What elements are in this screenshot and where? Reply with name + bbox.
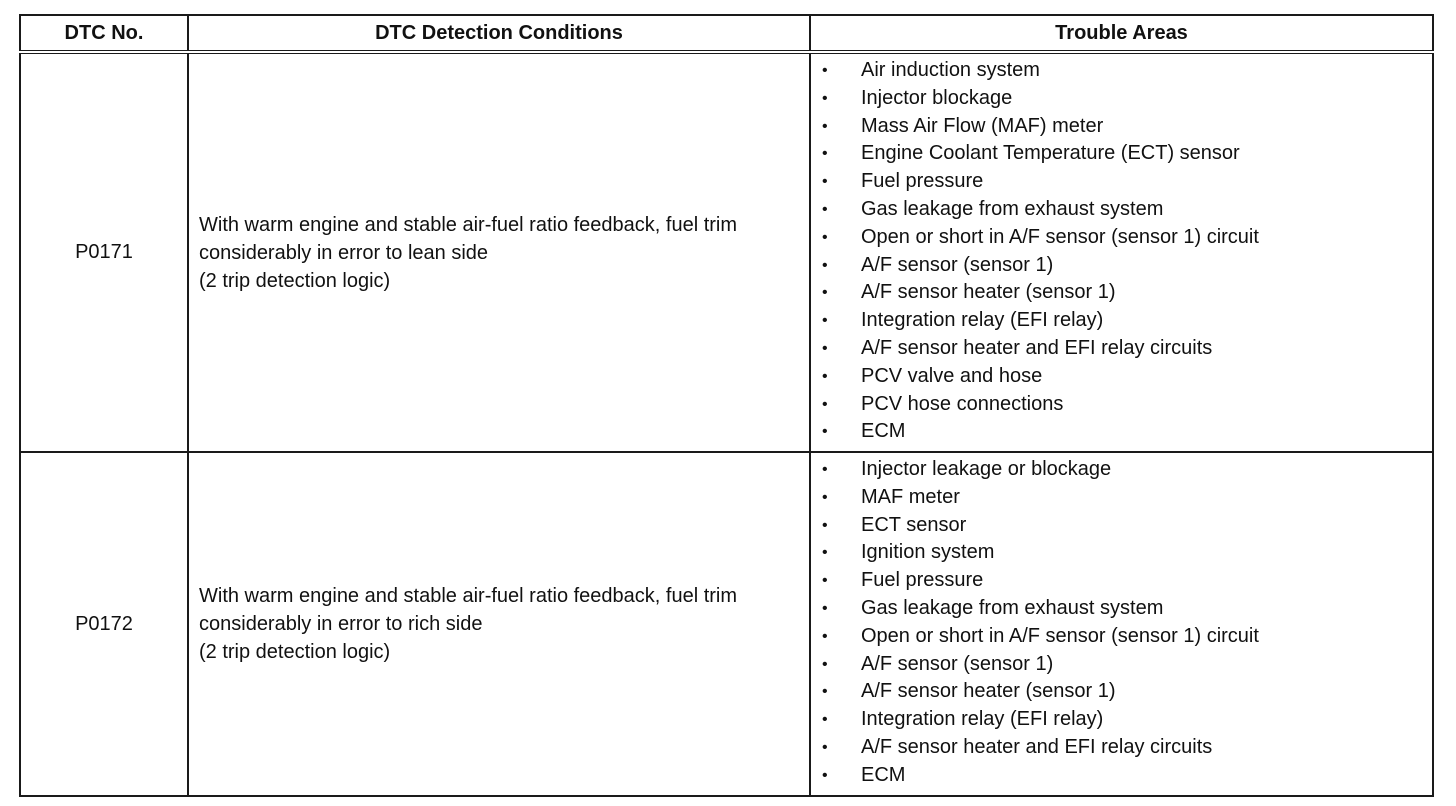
trouble-area-text: Open or short in A/F sensor (sensor 1) circuit: [861, 624, 1259, 647]
trouble-area-text: ECM: [861, 420, 906, 443]
list-item: [811, 484, 1432, 512]
header-trouble-areas: Trouble Areas: [810, 15, 1433, 52]
list-item: [811, 678, 1432, 706]
bullet-icon: •: [822, 89, 828, 107]
trouble-area-text: A/F sensor heater and EFI relay circuits: [861, 735, 1213, 758]
trouble-area-text: Integration relay (EFI relay): [861, 309, 1104, 332]
bullet-icon: •: [822, 655, 828, 673]
list-item: [811, 307, 1432, 335]
list-item: [811, 168, 1432, 196]
bullet-icon: •: [822, 367, 828, 385]
trouble-area-text: MAF meter: [861, 485, 960, 508]
bullet-icon: •: [822, 738, 828, 756]
bullet-icon: •: [822, 312, 828, 330]
table-body: [20, 52, 1433, 796]
condition-line: considerably in error to lean side: [199, 241, 489, 264]
bullet-icon: •: [822, 62, 828, 79]
list-item: [811, 512, 1432, 540]
list-item: [811, 456, 1432, 484]
bullet-icon: •: [822, 711, 828, 729]
trouble-area-text: Gas leakage from exhaust system: [861, 197, 1164, 220]
list-item: [811, 252, 1432, 280]
trouble-area-text: Fuel pressure: [861, 170, 984, 193]
bullet-icon: •: [822, 516, 828, 534]
trouble-area-text: A/F sensor heater and EFI relay circuits: [861, 336, 1213, 359]
list-item: [811, 363, 1432, 391]
list-item: [811, 224, 1432, 252]
list-item: [811, 85, 1432, 113]
detection-conditions: [188, 452, 810, 796]
bullet-icon: •: [822, 544, 828, 562]
header-conditions: DTC Detection Conditions: [188, 15, 810, 52]
condition-line: With warm engine and stable air-fuel ratio feedback, fuel trim: [199, 213, 738, 236]
trouble-area-text: Gas leakage from exhaust system: [861, 596, 1164, 619]
bullet-icon: •: [822, 145, 828, 163]
bullet-icon: •: [822, 395, 828, 413]
bullet-icon: •: [822, 228, 828, 246]
list-item: [811, 391, 1432, 419]
trouble-areas: [810, 52, 1433, 452]
trouble-area-text: Mass Air Flow (MAF) meter: [861, 114, 1104, 137]
table-row: [20, 52, 1433, 452]
condition-line: considerably in error to rich side: [199, 613, 483, 635]
bullet-icon: •: [822, 200, 828, 218]
trouble-area-list: [811, 57, 1432, 446]
trouble-area-text: Fuel pressure: [861, 569, 984, 592]
bullet-icon: •: [822, 117, 828, 135]
trouble-area-text: A/F sensor heater (sensor 1): [861, 281, 1116, 304]
trouble-area-text: Air induction system: [861, 59, 1040, 81]
bullet-icon: •: [822, 627, 828, 645]
bullet-icon: •: [822, 488, 828, 506]
trouble-area-text: ECM: [861, 763, 906, 786]
list-item: [811, 113, 1432, 141]
trouble-area-text: PCV hose connections: [861, 392, 1064, 415]
bullet-icon: •: [822, 284, 828, 302]
condition-line: (2 trip detection logic): [199, 269, 391, 292]
detection-conditions: [188, 52, 810, 452]
list-item: [811, 623, 1432, 651]
condition-line: With warm engine and stable air-fuel ratio feedback, fuel trim: [199, 585, 738, 607]
dtc-code: P0171: [20, 52, 188, 452]
dtc-table: [19, 14, 1434, 797]
list-item: [811, 539, 1432, 567]
table-row: [20, 452, 1433, 796]
bullet-icon: •: [822, 572, 828, 590]
list-item: [811, 734, 1432, 762]
list-item: [811, 762, 1432, 790]
bullet-icon: •: [822, 256, 828, 274]
bullet-icon: •: [822, 173, 828, 191]
bullet-icon: •: [822, 766, 828, 784]
dtc-code: P0172: [20, 452, 188, 796]
list-item: [811, 595, 1432, 623]
trouble-area-text: Integration relay (EFI relay): [861, 708, 1104, 731]
list-item: [811, 140, 1432, 168]
table-header: [20, 15, 1433, 52]
trouble-area-text: Open or short in A/F sensor (sensor 1) circuit: [861, 225, 1259, 248]
header-dtc-no: DTC No.: [20, 15, 188, 52]
trouble-area-text: A/F sensor (sensor 1): [861, 253, 1054, 276]
trouble-area-text: A/F sensor heater (sensor 1): [861, 680, 1116, 703]
trouble-area-text: A/F sensor (sensor 1): [861, 652, 1054, 675]
trouble-area-text: Engine Coolant Temperature (ECT) sensor: [861, 142, 1240, 165]
bullet-icon: •: [822, 423, 828, 441]
list-item: [811, 279, 1432, 307]
trouble-areas: [810, 452, 1433, 796]
trouble-area-list: [811, 456, 1432, 790]
bullet-icon: •: [822, 461, 828, 478]
trouble-area-text: PCV valve and hose: [861, 364, 1043, 387]
trouble-area-text: ECT sensor: [861, 513, 967, 536]
list-item: [811, 567, 1432, 595]
list-item: [811, 335, 1432, 363]
list-item: [811, 651, 1432, 679]
header-row: [20, 15, 1433, 52]
bullet-icon: •: [822, 599, 828, 617]
trouble-area-text: Injector blockage: [861, 86, 1013, 109]
trouble-area-text: Injector leakage or blockage: [861, 458, 1112, 480]
trouble-area-text: Ignition system: [861, 541, 995, 564]
list-item: [811, 196, 1432, 224]
bullet-icon: •: [822, 339, 828, 357]
condition-line: (2 trip detection logic): [199, 641, 391, 663]
bullet-icon: •: [822, 683, 828, 701]
list-item: [811, 418, 1432, 446]
list-item: [811, 57, 1432, 85]
list-item: [811, 706, 1432, 734]
